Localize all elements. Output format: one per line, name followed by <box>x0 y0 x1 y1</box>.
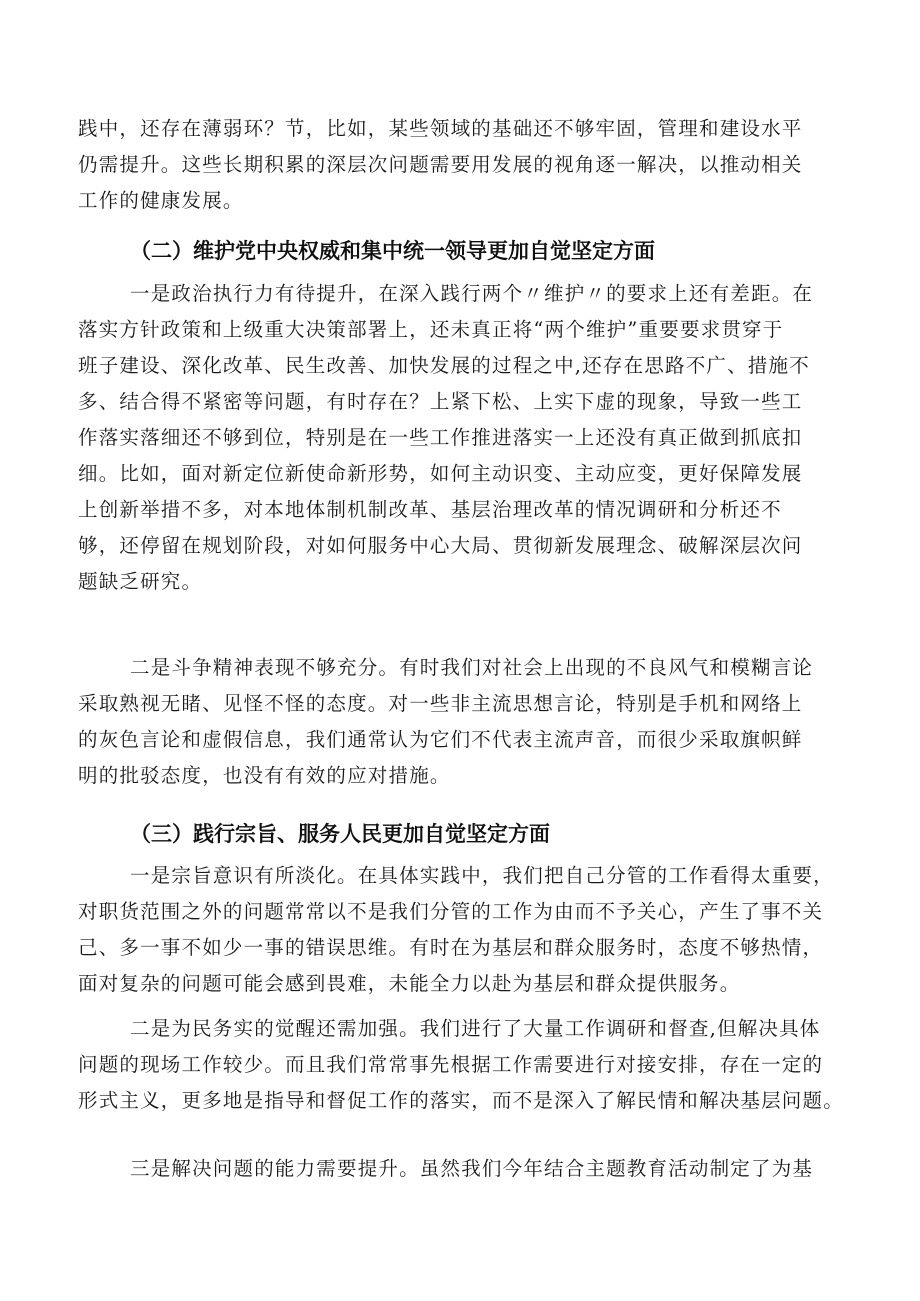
paragraph-line: 题缺乏研究。 <box>78 570 203 593</box>
section-three-paragraph-3 <box>78 1151 858 1187</box>
paragraph-line: 采取熟视无睹、见怪不怪的态度。对一些非主流思想言论，特别是手机和网络上 <box>78 692 803 715</box>
paragraph-line: 上创新举措不多，对本地体制机制改革、基层治理改革的情况调研和分析还不 <box>78 498 782 521</box>
section-two-paragraph-2 <box>78 650 858 794</box>
intro-paragraph <box>78 111 858 219</box>
paragraph-line: 作落实落细还不够到位，特别是在一些工作推进落实一上还没有真正做到抓底扣 <box>78 426 803 449</box>
paragraph-line: 对职货范围之外的问题常常以不是我们分管的工作为由而不予关心，产生了事不关 <box>78 900 824 923</box>
paragraph-line: 的灰色言论和虚假信息，我们通常认为它们不代表主流声音，而很少采取旗帜鲜 <box>78 728 803 751</box>
paragraph-line: 明的批驳态度，也没有有效的应对措施。 <box>78 764 451 787</box>
paragraph-line: 一是宗旨意识有所淡化。在具体实践中，我们把自己分管的工作看得太重要， <box>130 864 834 887</box>
paragraph-line: 细。比如，面对新定位新使命新形势，如何主动识变、主动应变，更好保障发展 <box>78 462 803 485</box>
paragraph-line: 践中，还存在薄弱环？节，比如，某些领域的基础还不够牢固，管理和建设水平 <box>78 117 803 140</box>
paragraph-line: 一是政治执行力有待提升，在深入践行两个〃维护〃的要求上还有差距。在 <box>130 282 814 305</box>
paragraph-line: 形式主义，更多地是指导和督促工作的落实，而不是深入了解民情和解决基层问题。 <box>78 1089 844 1112</box>
paragraph-line: 班子建设、深化改革、民生改善、加快发展的过程之中,还存在思路不广、措施不 <box>78 354 810 377</box>
paragraph-line: 三是解决问题的能力需要提升。虽然我们今年结合主题教育活动制定了为基 <box>130 1157 814 1180</box>
paragraph-line: 问题的现场工作较少。而且我们常常事先根据工作需要进行对接安排，存在一定的 <box>78 1053 824 1076</box>
paragraph-line: 面对复杂的问题可能会感到畏难，未能全力以赴为基层和群众提供服务。 <box>78 972 741 995</box>
paragraph-line: 多、结合得不紧密等问题，有时存在？上紧下松、上实下虚的现象，导致一些工 <box>78 390 803 413</box>
section-three-paragraph-1 <box>78 858 858 1002</box>
section-three-paragraph-2 <box>78 1011 858 1119</box>
paragraph-line: 够，还停留在规划阶段，对如何服务中心大局、贯彻新发展理念、破解深层次问 <box>78 534 803 557</box>
paragraph-line: 落实方针政策和上级重大决策部署上，还未真正将“两个维护”重要要求贯穿于 <box>78 318 784 341</box>
paragraph-line: 二是为民务实的觉醒还需加强。我们进行了大量工作调研和督查,但解决具体 <box>130 1017 821 1040</box>
section-three-heading: （三）践行宗旨、服务人民更加自觉坚定方面 <box>130 822 550 846</box>
section-two-paragraph-1 <box>78 276 858 600</box>
paragraph-line: 己、多一事不如少一事的错误思维。有时在为基层和群众服务时，态度不够热情， <box>78 936 824 959</box>
section-two-heading: （二）维护党中央权威和集中统一领导更加自觉坚定方面 <box>130 239 655 263</box>
paragraph-line: 工作的健康发展。 <box>78 189 244 212</box>
paragraph-line: 仍需提升。这些长期积累的深层次问题需要用发展的视角逐一解决，以推动相关 <box>78 153 803 176</box>
paragraph-line: 二是斗争精神表现不够充分。有时我们对社会上出现的不良风气和模糊言论 <box>130 656 814 679</box>
